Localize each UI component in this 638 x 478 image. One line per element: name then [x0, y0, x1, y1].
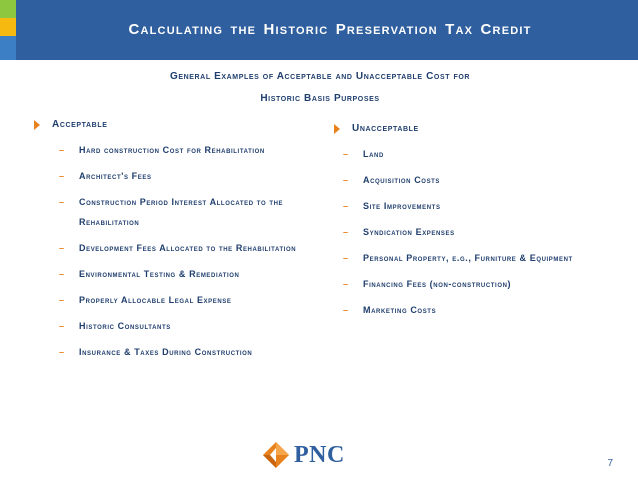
list-item-text: Historic Consultants — [79, 321, 171, 331]
dash-bullet-icon: – — [59, 347, 65, 357]
list-item-text: Construction Period Interest Allocated to the Rehabilitation — [79, 197, 284, 227]
list-item-text: Acquisition Costs — [363, 175, 441, 185]
dash-bullet-icon: – — [343, 253, 349, 263]
slide-subtitle — [90, 66, 550, 110]
bullet-arrow-icon — [34, 120, 40, 130]
dash-bullet-icon: – — [343, 227, 349, 237]
list-item-text: Hard construction Cost for Rehabilitation — [79, 145, 265, 155]
dash-bullet-icon: – — [343, 149, 349, 159]
list-item-text: Financing Fees (non-construction) — [363, 279, 512, 289]
bullet-arrow-icon — [334, 124, 340, 134]
dash-bullet-icon: – — [59, 145, 65, 155]
list-item — [59, 166, 304, 186]
dash-bullet-icon: – — [59, 295, 65, 305]
page-number: 7 — [607, 458, 613, 469]
list-item-text: Properly Allocable Legal Expense — [79, 295, 232, 305]
list-item — [59, 316, 304, 336]
dash-bullet-icon: – — [343, 305, 349, 315]
list-item — [343, 170, 624, 190]
list-item — [343, 144, 624, 164]
slide-title: Calculating the Historic Preservation Tax Credit — [128, 21, 532, 38]
list-item — [59, 192, 304, 232]
list-item — [343, 196, 624, 216]
acceptable-heading — [34, 116, 304, 134]
list-item — [343, 222, 624, 242]
list-item-text: Environmental Testing & Remediation — [79, 269, 240, 279]
unacceptable-heading — [334, 120, 624, 138]
dash-bullet-icon: – — [59, 197, 65, 207]
dash-bullet-icon: – — [59, 171, 65, 181]
dash-bullet-icon: – — [59, 269, 65, 279]
acceptable-heading-text: Acceptable — [52, 119, 108, 130]
header-bar — [0, 0, 638, 60]
list-item-text: Syndication Expenses — [363, 227, 455, 237]
list-item — [59, 238, 304, 258]
acceptable-column — [34, 116, 304, 368]
accent-strip-yellow — [0, 18, 16, 36]
list-item — [343, 248, 624, 268]
pnc-logo-icon — [262, 441, 290, 469]
list-item-text: Insurance & Taxes During Construction — [79, 347, 253, 357]
dash-bullet-icon: – — [59, 321, 65, 331]
subtitle-line-2: Historic Basis Purposes — [260, 93, 380, 104]
list-item — [343, 300, 624, 320]
list-item — [59, 342, 304, 362]
list-item-text: Site Improvements — [363, 201, 441, 211]
dash-bullet-icon: – — [59, 243, 65, 253]
subtitle-line-1: General Examples of Acceptable and Unacceptable Cost for — [169, 71, 471, 82]
accent-strip-green — [0, 0, 16, 18]
dash-bullet-icon: – — [343, 279, 349, 289]
acceptable-list — [34, 140, 304, 362]
list-item-text: Land — [363, 149, 384, 159]
unacceptable-column — [334, 120, 624, 326]
accent-strip-blue — [0, 36, 16, 60]
pnc-logo — [262, 439, 345, 471]
list-item — [59, 290, 304, 310]
list-item-text: Marketing Costs — [363, 305, 437, 315]
list-item-text: Personal Property, e.g., Furniture & Equipment — [363, 253, 573, 263]
unacceptable-list — [334, 144, 624, 320]
list-item-text: Architect's Fees — [79, 171, 152, 181]
list-item — [59, 264, 304, 284]
unacceptable-heading-text: Unacceptable — [352, 123, 419, 134]
pnc-logo-text: PNC — [294, 441, 345, 468]
dash-bullet-icon: – — [343, 201, 349, 211]
list-item-text: Development Fees Allocated to the Rehabilitation — [79, 243, 297, 253]
list-item — [343, 274, 624, 294]
list-item — [59, 140, 304, 160]
dash-bullet-icon: – — [343, 175, 349, 185]
